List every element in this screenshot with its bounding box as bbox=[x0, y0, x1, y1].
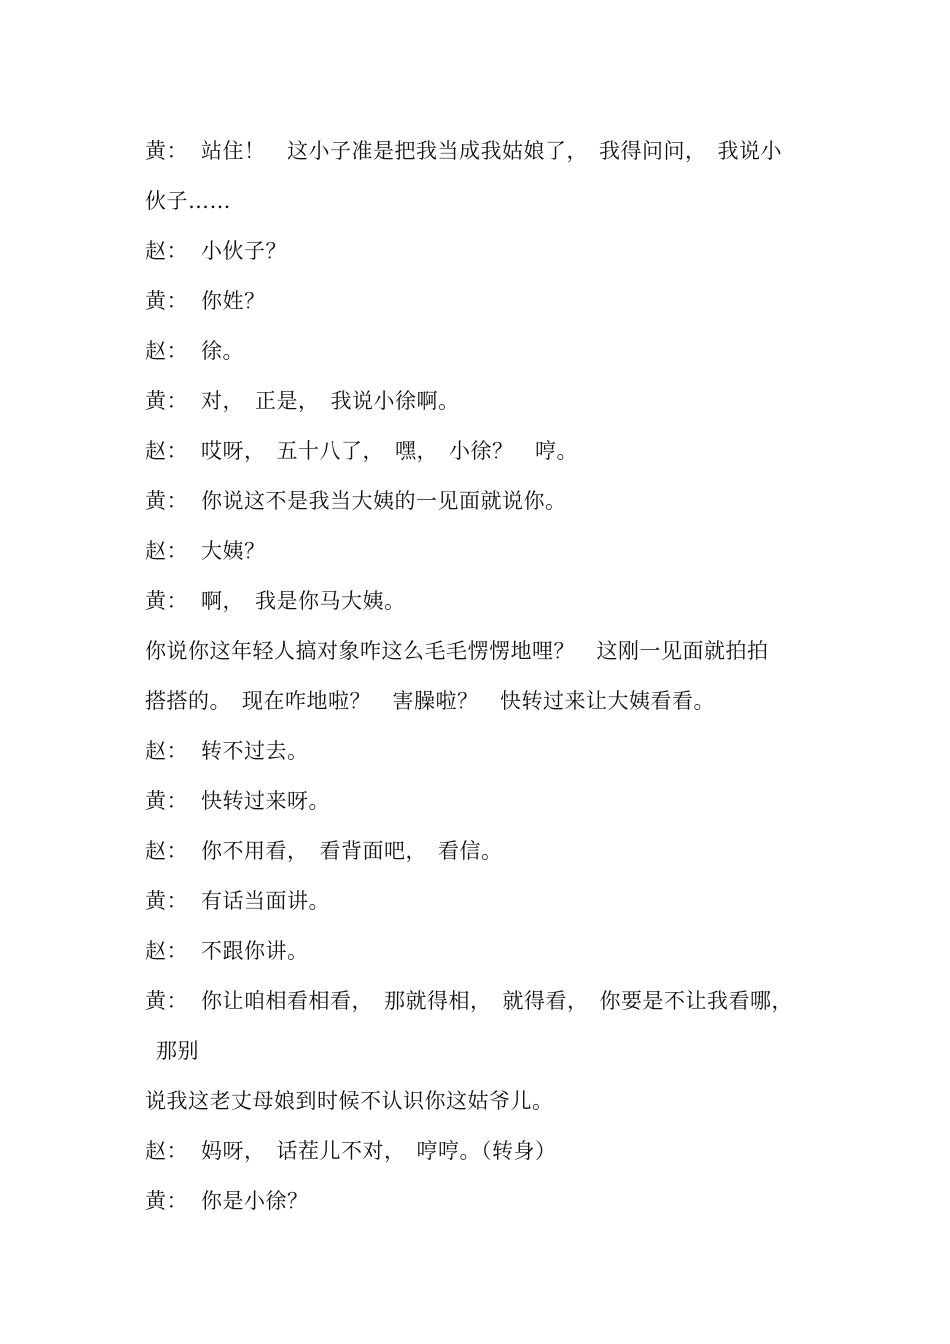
dialogue-text: 搭搭的。 现在咋地啦？ 害臊啦？ 快转过来让大姨看看。 bbox=[145, 689, 715, 713]
script-line bbox=[145, 786, 845, 816]
dialogue-text: 你是小徐？ bbox=[201, 1189, 309, 1213]
script-line bbox=[145, 1136, 845, 1166]
dialogue-text: 快转过来呀。 bbox=[201, 789, 330, 813]
dialogue-text: 啊， 我是你马大姨。 bbox=[201, 589, 406, 613]
dialogue-text: 你说你这年轻人搞对象咋这么毛毛愣愣地哩？ 这刚一见面就拍拍 bbox=[145, 639, 769, 663]
dialogue-text: 有话当面讲。 bbox=[201, 889, 330, 913]
speaker-label: 赵： bbox=[145, 939, 188, 963]
dialogue-text: 你不用看， 看背面吧， 看信。 bbox=[201, 839, 503, 863]
script-line bbox=[145, 686, 845, 716]
speaker-label: 黄： bbox=[145, 889, 188, 913]
script-line bbox=[145, 136, 845, 166]
speaker-label: 黄： bbox=[145, 989, 188, 1013]
dialogue-text: 哎呀， 五十八了， 嘿， 小徐？ 哼。 bbox=[201, 439, 578, 463]
script-line bbox=[145, 636, 845, 666]
script-line bbox=[145, 436, 845, 466]
dialogue-text: 站住！ 这小子准是把我当成我姑娘了， 我得问问， 我说小 bbox=[201, 139, 782, 163]
speaker-label: 黄： bbox=[145, 139, 188, 163]
speaker-label: 黄： bbox=[145, 1189, 188, 1213]
script-line bbox=[145, 1186, 845, 1216]
dialogue-text: 转不过去。 bbox=[201, 739, 309, 763]
dialogue-text: 说我这老丈母娘到时候不认识你这姑爷儿。 bbox=[145, 1089, 554, 1113]
script-line bbox=[145, 936, 845, 966]
script-line bbox=[145, 736, 845, 766]
dialogue-text: 大姨？ bbox=[201, 539, 266, 563]
script-line bbox=[156, 1036, 856, 1066]
script-line bbox=[145, 586, 845, 616]
speaker-label: 赵： bbox=[145, 439, 188, 463]
speaker-label: 黄： bbox=[145, 789, 188, 813]
dialogue-text: 对， 正是， 我说小徐啊。 bbox=[201, 389, 460, 413]
speaker-label: 赵： bbox=[145, 239, 188, 263]
script-line bbox=[145, 186, 845, 216]
script-line bbox=[145, 1086, 845, 1116]
speaker-label: 赵： bbox=[145, 739, 188, 763]
dialogue-text: 你让咱相看相看， 那就得相， 就得看， 你要是不让我看哪， bbox=[201, 989, 793, 1013]
script-line bbox=[145, 486, 845, 516]
dialogue-text: 你姓？ bbox=[201, 289, 266, 313]
dialogue-text: 伙子…… bbox=[145, 189, 231, 213]
speaker-label: 黄： bbox=[145, 589, 188, 613]
speaker-label: 黄： bbox=[145, 289, 188, 313]
speaker-label: 赵： bbox=[145, 539, 188, 563]
script-line bbox=[145, 236, 845, 266]
speaker-label: 赵： bbox=[145, 1139, 188, 1163]
dialogue-text: 不跟你讲。 bbox=[201, 939, 309, 963]
dialogue-text: 你说这不是我当大姨的一见面就说你。 bbox=[201, 489, 567, 513]
script-line bbox=[145, 986, 845, 1016]
dialogue-text: 那别 bbox=[156, 1039, 199, 1063]
script-line bbox=[145, 836, 845, 866]
dialogue-text: 小伙子？ bbox=[201, 239, 287, 263]
script-line bbox=[145, 886, 845, 916]
speaker-label: 赵： bbox=[145, 839, 188, 863]
dialogue-text: 妈呀， 话茬儿不对， 哼哼。（转身） bbox=[201, 1139, 557, 1163]
speaker-label: 赵： bbox=[145, 339, 188, 363]
script-line bbox=[145, 386, 845, 416]
speaker-label: 黄： bbox=[145, 389, 188, 413]
script-line bbox=[145, 536, 845, 566]
script-line bbox=[145, 286, 845, 316]
script-line bbox=[145, 336, 845, 366]
dialogue-text: 徐。 bbox=[201, 339, 244, 363]
speaker-label: 黄： bbox=[145, 489, 188, 513]
